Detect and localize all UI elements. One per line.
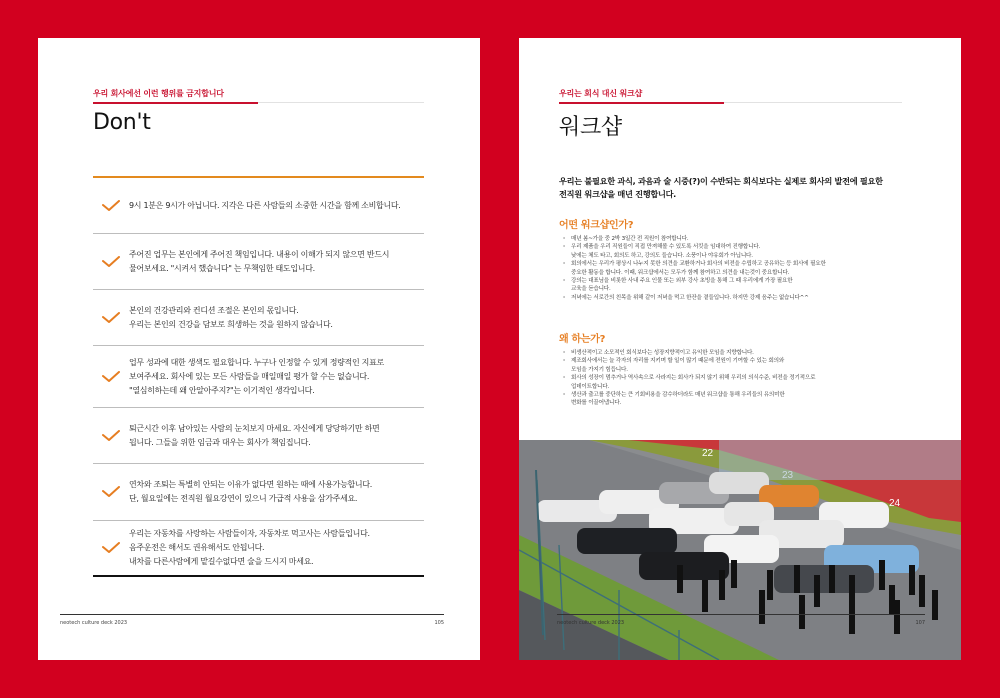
bullet-item: · 강의는 대표님을 비롯한 사내 주요 인물 또는 외부 강사 초빙을 통해 그 때 우리에게 가장 필요한 교육을 듣습니다.: [563, 277, 913, 294]
marker-22: 22: [702, 448, 714, 459]
dont-item-text: 연차와 조퇴는 특별히 안되는 이유가 없다면 원하는 때에 사용가능합니다. 단, 월요일에는 전직원 월요강연이 있으니 가급적 사용을 삼가주세요.: [129, 480, 373, 503]
page-footer: [557, 614, 925, 626]
check-icon: [93, 256, 129, 268]
section-heading-what: 어떤 워크샵인가?: [559, 220, 634, 231]
dont-item-text: 주어진 업무는 본인에게 주어진 책임입니다. 내용이 이해가 되지 않으면 반드시 물어보세요. "시켜서 했습니다" 는 무책임한 태도입니다.: [129, 249, 390, 273]
dont-item-text: 본인의 건강관리와 컨디션 조절은 본인의 몫입니다. 우리는 본인의 건강을 담보로 희생하는 것을 원하지 않습니다.: [129, 305, 333, 329]
check-icon: [93, 486, 129, 498]
footer-deck-name: neotech culture deck 2023: [60, 620, 128, 626]
page-footer: [60, 614, 444, 626]
bullet-item: · 생산과 출고를 중단하는 큰 기회비용을 감수하더라도 매년 워크샵을 통해 우리들의 유의미한 변화를 이끌어냅니다.: [563, 391, 913, 408]
dont-item: [93, 521, 424, 577]
bullet-item: · 회사의 성장이 멈추거나 역사속으로 사라지는 회사가 되지 않기 위해 우리의 의식수준, 비전을 정기적으로 업데이트합니다.: [563, 374, 913, 391]
page-dont: [38, 38, 480, 660]
bullet-item: · 비생산적이고 소모적인 회식보다는 성장지향적이고 유익한 모임을 지향합니다.: [563, 349, 913, 357]
header-rule: [93, 102, 424, 104]
dont-item: [93, 346, 424, 408]
dont-item: [93, 408, 424, 464]
check-icon: [93, 200, 129, 212]
page-kicker: 우리 회사에선 이런 행위를 금지합니다: [93, 89, 224, 98]
page-kicker: 우리는 회식 대신 워크샵: [559, 89, 643, 98]
check-icon: [93, 312, 129, 324]
section-heading-why: 왜 하는가?: [559, 334, 606, 345]
marker-24: 24: [889, 498, 901, 509]
race-circuit-image: [519, 440, 961, 660]
dont-item: [93, 178, 424, 234]
page-title: 워크샵: [559, 115, 622, 140]
page-number: 107: [915, 620, 925, 626]
dont-item-text: 퇴근시간 이후 남아있는 사람의 눈치보지 마세요. 자신에게 당당하기만 하면 됩니다. 그들을 위한 임금과 대우는 회사가 책임집니다.: [129, 423, 380, 447]
page-number: 105: [434, 620, 444, 626]
bullets-why: [563, 349, 913, 408]
header-rule: [559, 102, 902, 104]
bullet-item: · 저녁에는 서로간의 친목을 위해 같이 저녁을 먹고 한잔을 곁들입니다. 하지만 강제 음주는 없습니다^^: [563, 294, 913, 302]
dont-item-text: 9시 1분은 9시가 아닙니다. 지각은 다른 사람들의 소중한 시간을 함께 소비합니다.: [129, 200, 401, 210]
intro-paragraph: 우리는 불필요한 과식, 과음과 술 시중(?)이 수반되는 회식보다는 실제로 회사의 발전에 필요한 전직원 워크샵을 매년 진행합니다.: [559, 176, 883, 199]
bullets-what: [563, 235, 913, 302]
page-workshop: [519, 38, 961, 660]
footer-deck-name: neotech culture deck 2023: [557, 620, 625, 626]
check-icon: [93, 542, 129, 554]
header-rule-accent: [93, 102, 258, 104]
dont-item: [93, 464, 424, 521]
dont-item-text: 업무 성과에 대한 생색도 필요합니다. 누구나 인정할 수 있게 정량적인 지표로 보여주세요. 회사에 있는 모든 사람들을 매일매일 평가 할 수는 없습니다. "열심히하는데 왜 안알아주지?"는 이기적인 생각입니다.: [129, 357, 384, 395]
bullet-item: · 회의에서는 우리가 평상시 나누지 못한 의견을 교환하거나 회사의 비전을 수립하고 공유하는 등 회사에 필요한 중요한 활동을 합니다. 이때, 워크샵에서는 모두가 함께 참여하고 의견을 내는것이 중요합니다.: [563, 260, 913, 277]
dont-item: [93, 290, 424, 346]
dont-item: [93, 234, 424, 290]
check-icon: [93, 430, 129, 442]
bullet-item: · 매년 봄~가을 중 2박 3일간 전 직원이 참여합니다.: [563, 235, 913, 243]
header-rule-accent: [559, 102, 724, 104]
dont-list: [93, 178, 424, 577]
bullet-item: · 제조회사에서는 늘 각자의 자리를 지키며 할 일이 많기 때문에 전원이 기여할 수 있는 회의와 모임을 가지기 힘듭니다.: [563, 357, 913, 374]
workshop-photo: [519, 440, 961, 660]
bullet-item: · 우리 제품을 우리 직원들이 직접 만져해볼 수 있도록 서킷을 임대하여 진행합니다. 낮에는 체도 타고, 회의도 하고, 강의도 들습니다. 소풍이나 야유회가 아닙니다.: [563, 243, 913, 260]
page-title: Don't: [93, 110, 151, 135]
dont-item-text: 우리는 자동차를 사랑하는 사람들이자, 자동차로 먹고사는 사람들입니다. 음주운전은 해서도 권유해서도 안됩니다. 내차를 다른사람에게 맡길수없다면 술을 드시지 마세요.: [129, 529, 370, 566]
check-icon: [93, 371, 129, 383]
